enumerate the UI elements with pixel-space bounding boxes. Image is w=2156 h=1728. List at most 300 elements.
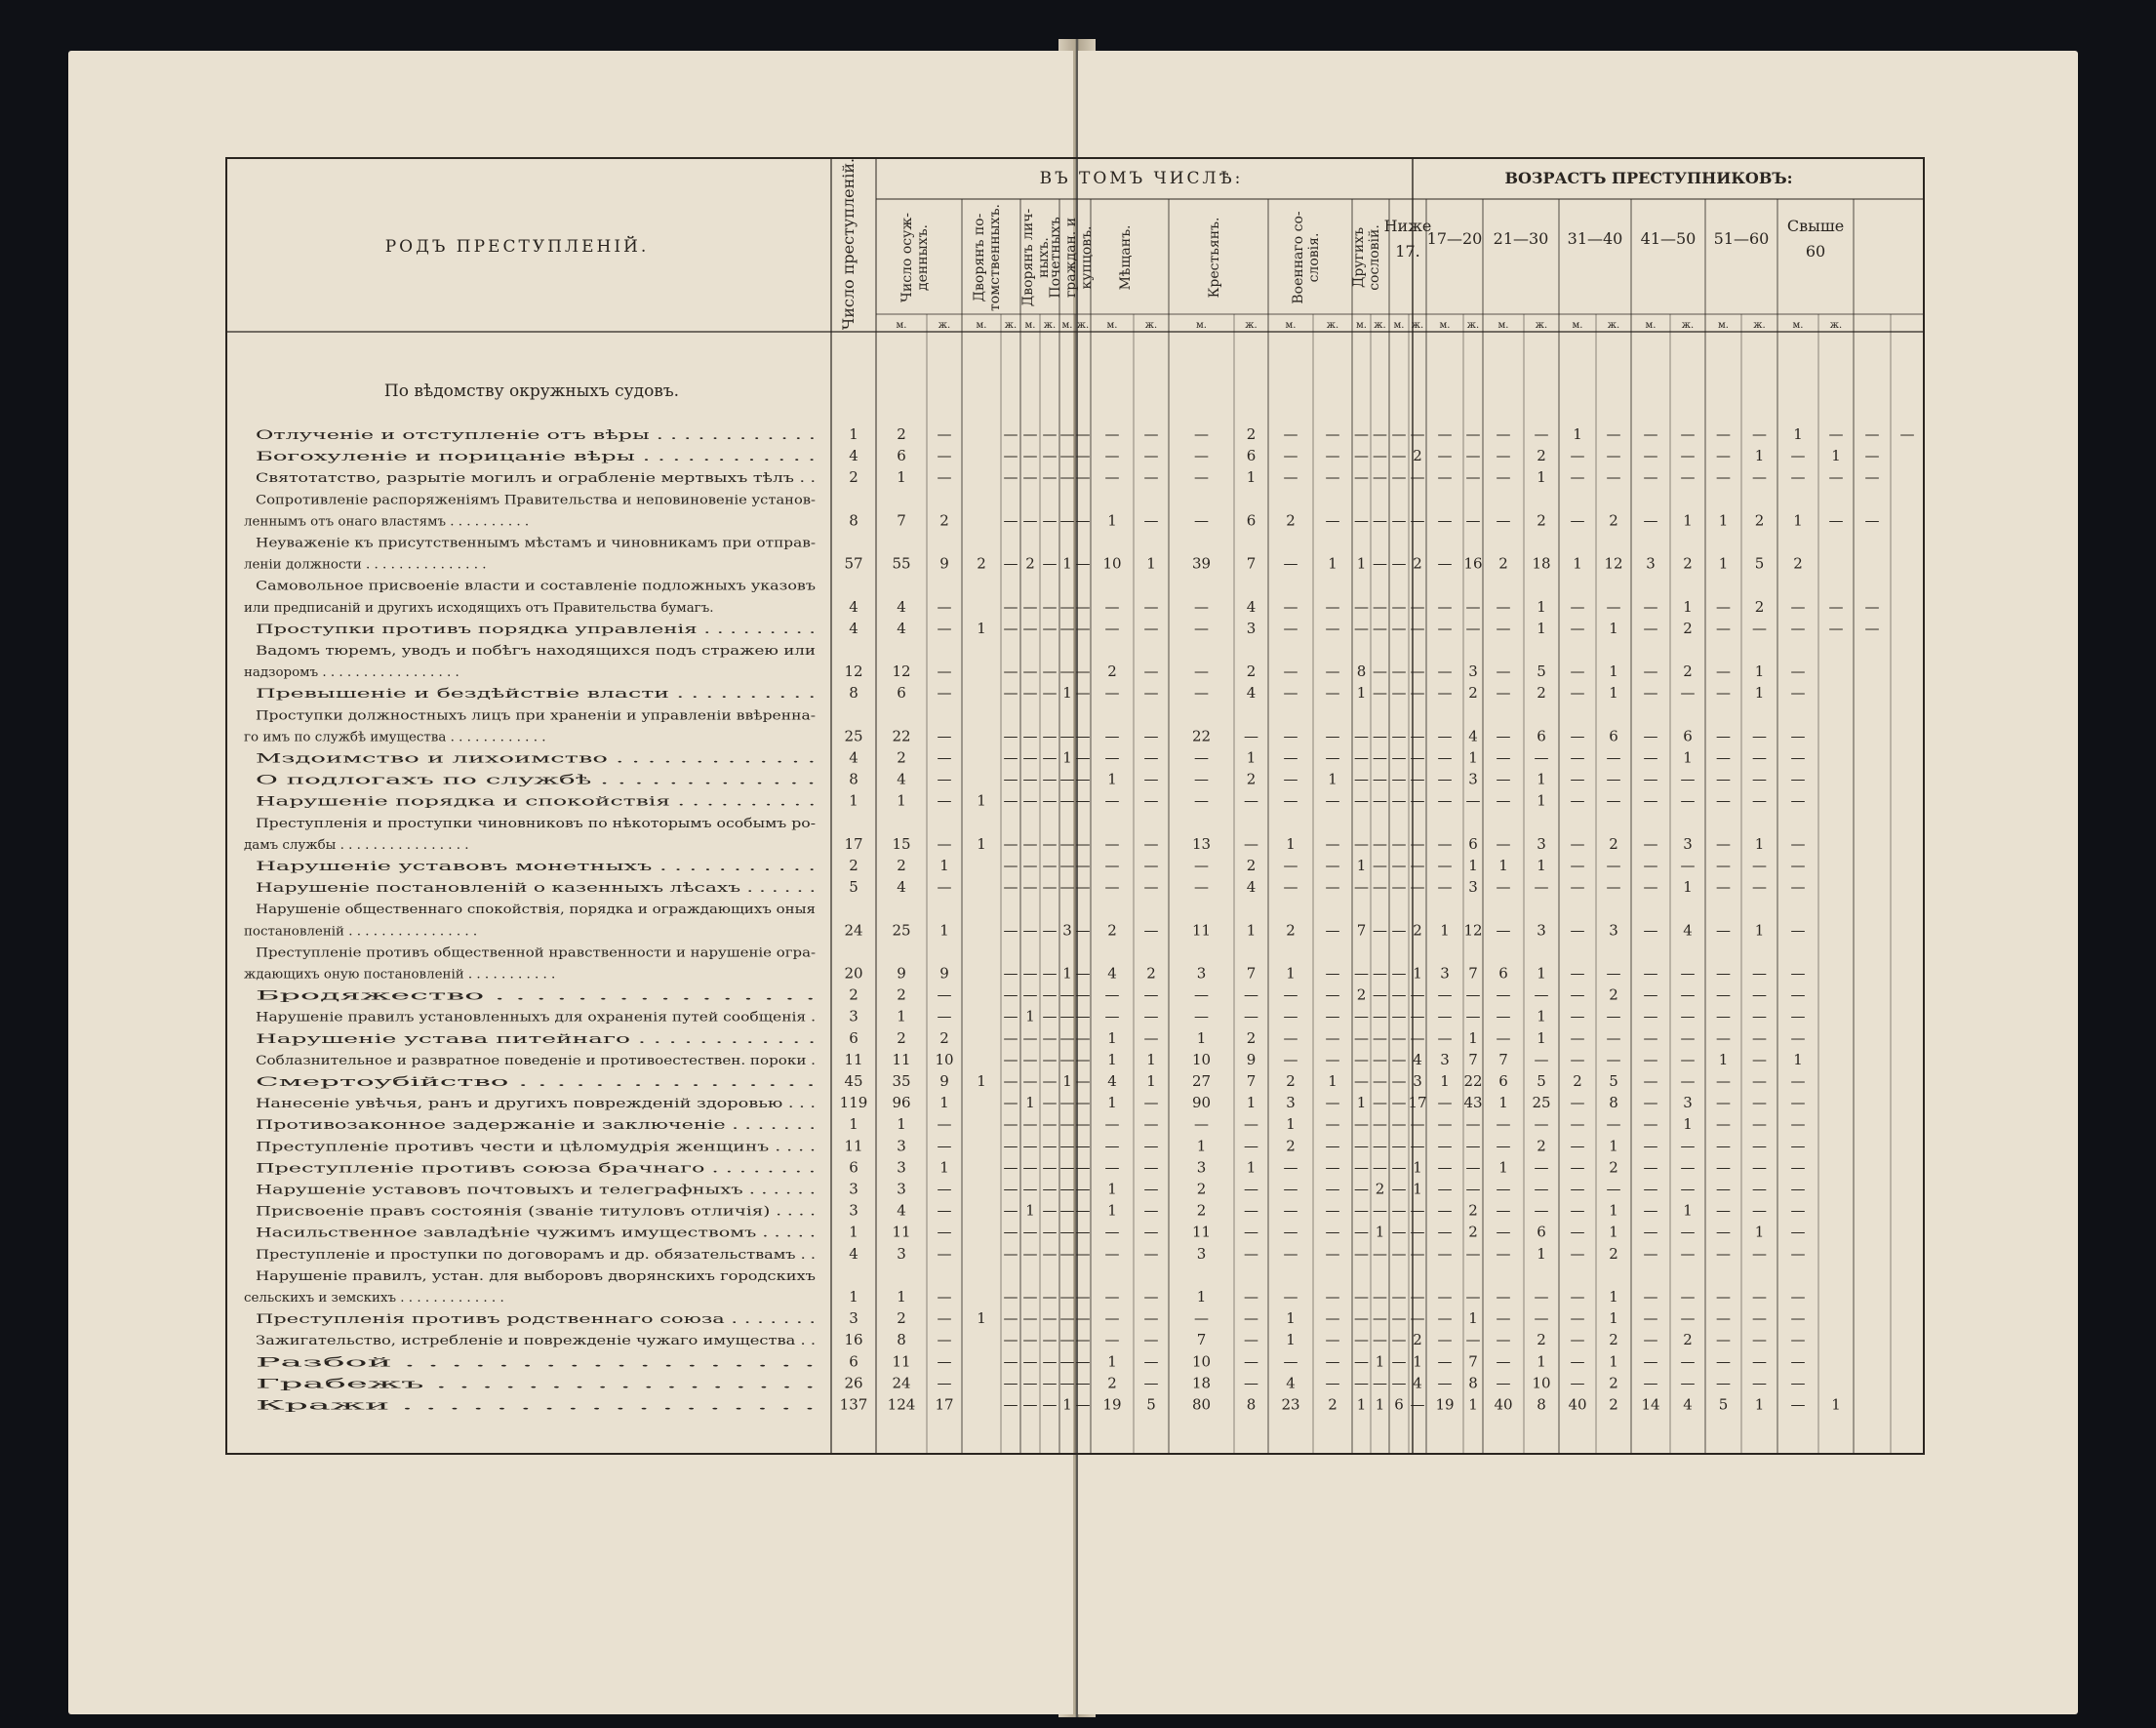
table-cell: 1 — [1356, 857, 1367, 874]
table-cell: — — [1373, 985, 1387, 1004]
table-cell: — — [1075, 857, 1091, 874]
table-cell: — — [1075, 1028, 1091, 1047]
table-cell: 4 — [849, 748, 858, 767]
table-cell: 3 — [1468, 663, 1478, 681]
table-cell: — — [1864, 425, 1880, 443]
table-cell: — — [1391, 1115, 1407, 1134]
table-cell: — — [1752, 1374, 1767, 1392]
table-row — [256, 1245, 1806, 1263]
table-cell: — — [1465, 468, 1481, 487]
table-cell: 2 — [1537, 1137, 1546, 1155]
table-cell: — — [1283, 791, 1298, 810]
table-cell: 2 — [1609, 1331, 1618, 1349]
table-cell: — — [1534, 1158, 1549, 1177]
table-cell: — — [1373, 964, 1387, 983]
table-cell: — — [1003, 1007, 1018, 1025]
table-cell: — — [1790, 1374, 1806, 1392]
table-cell: — — [1244, 1115, 1258, 1134]
table-cell: 1 — [1793, 425, 1803, 443]
subhead-zh: ж. — [1245, 320, 1258, 331]
table-cell: — — [1194, 511, 1209, 530]
table-cell: — — [1606, 878, 1621, 897]
table-cell: 2 — [1413, 447, 1422, 465]
table-cell: — — [1680, 1223, 1696, 1241]
table-row — [244, 644, 1806, 680]
table-cell: — — [1244, 791, 1258, 810]
table-cell: 2 — [1609, 1395, 1618, 1414]
table-cell: — — [1790, 1158, 1806, 1177]
table-cell: — — [1496, 1331, 1511, 1349]
table-cell: — — [1391, 878, 1407, 897]
table-cell: — — [1244, 1180, 1258, 1198]
table-row — [256, 986, 1806, 1004]
table-cell: — — [1003, 468, 1018, 487]
table-cell: 1 — [897, 1115, 906, 1134]
table-row — [244, 945, 1806, 982]
table-cell: 2 — [1413, 554, 1422, 573]
table-cell: — — [1864, 447, 1880, 465]
table-cell: — — [1075, 597, 1091, 616]
table-cell: — — [1283, 684, 1298, 703]
table-cell: — — [1391, 1288, 1407, 1306]
table-cell: — — [1042, 1072, 1058, 1090]
table-cell: 1 — [1683, 878, 1693, 897]
table-cell: 90 — [1191, 1094, 1212, 1112]
table-cell: — — [1003, 597, 1018, 616]
header-vozrast: ВОЗРАСТЪ ПРЕСТУПНИКОВЪ: — [1504, 169, 1793, 187]
table-cell: — — [1437, 748, 1453, 767]
table-cell: — — [1143, 1352, 1159, 1371]
table-cell: — — [1075, 1115, 1091, 1134]
table-cell: 2 — [1286, 511, 1296, 530]
table-cell: — — [1283, 619, 1298, 637]
table-cell: — — [1373, 770, 1387, 788]
table-cell: — — [937, 1352, 952, 1371]
table-cell: — — [1752, 1309, 1767, 1328]
table-cell: 1 — [1537, 1352, 1546, 1371]
table-cell: 1 — [849, 791, 858, 810]
table-cell: 2 — [1754, 511, 1765, 530]
table-cell: 3 — [1440, 964, 1450, 983]
table-cell: — — [1003, 1158, 1018, 1177]
table-cell: 8 — [1609, 1094, 1618, 1112]
table-cell: — — [1716, 1244, 1731, 1263]
table-cell: — — [937, 1180, 952, 1198]
table-cell: — — [1325, 1309, 1340, 1328]
table-cell: — — [1716, 770, 1731, 788]
table-cell: 1 — [1683, 748, 1693, 767]
table-row — [256, 749, 1806, 767]
table-cell: — — [1104, 1007, 1120, 1025]
table-cell: 1 — [897, 468, 906, 487]
table-cell: — — [1465, 619, 1481, 637]
table-cell: — — [1570, 619, 1585, 637]
table-cell: — — [1790, 727, 1806, 745]
table-cell: — — [1437, 511, 1453, 530]
table-cell: — — [1391, 857, 1407, 874]
table-cell: 3 — [1646, 554, 1656, 573]
table-cell: 8 — [1246, 1395, 1257, 1414]
table-cell: — — [1391, 684, 1407, 703]
table-cell: 1 — [1754, 921, 1765, 940]
table-cell: 1 — [1468, 1309, 1478, 1328]
table-cell: — — [1570, 770, 1585, 788]
table-cell: — — [937, 1309, 952, 1328]
table-cell: — — [1752, 1244, 1767, 1263]
table-cell: — — [1790, 1352, 1806, 1371]
row-label: Разбой . . . . . . . . . . . . . . . . . . — [256, 1355, 816, 1371]
table-cell: — — [1104, 1331, 1120, 1349]
subhead-zh: ж. — [1076, 320, 1090, 331]
table-cell: 1 — [1286, 1309, 1296, 1328]
table-cell: — — [1373, 425, 1387, 443]
table-cell: — — [1391, 1201, 1407, 1220]
table-cell: — — [1496, 1201, 1511, 1220]
row-label: сельскихъ и земскихъ . . . . . . . . . . . . . — [244, 1291, 504, 1306]
table-row — [256, 425, 1915, 443]
table-cell: — — [1003, 1180, 1018, 1198]
table-cell: — — [1410, 748, 1425, 767]
table-cell: — — [1059, 663, 1075, 681]
table-cell: — — [1752, 727, 1767, 745]
table-cell: — — [1391, 1352, 1407, 1371]
table-cell: 15 — [892, 834, 911, 853]
table-cell: 3 — [897, 1137, 906, 1155]
table-cell: — — [1244, 1223, 1258, 1241]
table-cell: 24 — [892, 1374, 911, 1392]
table-cell: 6 — [1468, 834, 1478, 853]
table-cell: 1 — [1754, 447, 1765, 465]
table-cell: 1 — [1468, 1028, 1478, 1047]
table-cell: — — [1003, 425, 1018, 443]
table-cell: 9 — [939, 1072, 949, 1090]
table-cell: — — [937, 597, 952, 616]
table-cell: — — [1059, 447, 1075, 465]
table-cell: 1 — [1573, 425, 1582, 443]
row-label: Нарушеніе уставовъ почтовыхъ и телеграфныхъ . . . . . . — [256, 1183, 816, 1198]
table-cell: — — [1437, 857, 1453, 874]
table-cell: — — [1194, 748, 1209, 767]
table-cell: — — [1042, 468, 1058, 487]
table-cell: — — [1059, 1115, 1075, 1134]
table-cell: — — [1283, 554, 1298, 573]
table-cell: 9 — [1246, 1050, 1257, 1068]
table-cell: — — [1283, 1028, 1298, 1047]
table-cell: 1 — [1683, 1201, 1693, 1220]
table-cell: — — [1570, 748, 1585, 767]
table-cell: — — [1391, 770, 1407, 788]
table-cell: — — [1391, 964, 1407, 983]
table-cell: — — [1534, 1288, 1549, 1306]
table-cell: 22 — [1191, 727, 1212, 745]
table-cell: 1 — [1537, 597, 1546, 616]
table-cell: — — [1354, 1331, 1369, 1349]
table-cell: 1 — [897, 1288, 906, 1306]
table-cell: — — [1716, 1201, 1731, 1220]
table-cell: 2 — [1754, 597, 1765, 616]
table-cell: — — [1716, 1072, 1731, 1090]
table-cell: 3 — [897, 1244, 906, 1263]
table-cell: — — [1283, 985, 1298, 1004]
table-cell: — — [1606, 447, 1621, 465]
table-cell: — — [1354, 1244, 1369, 1263]
table-cell: — — [1790, 1028, 1806, 1047]
table-cell: — — [1465, 425, 1481, 443]
subhead-zh: ж. — [1829, 320, 1843, 331]
table-row — [256, 878, 1806, 896]
table-cell: — — [1022, 684, 1038, 703]
table-cell: 7 — [1356, 921, 1367, 940]
table-cell: — — [1410, 878, 1425, 897]
table-cell: — — [1496, 619, 1511, 637]
table-cell: — — [1752, 1028, 1767, 1047]
subhead-m: м. — [1285, 320, 1297, 331]
subhead-m: м. — [1718, 320, 1729, 331]
table-cell: — — [1643, 684, 1658, 703]
table-cell: 4 — [897, 770, 906, 788]
table-cell: — — [1752, 1158, 1767, 1177]
table-cell: — — [937, 985, 952, 1004]
table-cell: — — [1643, 1115, 1658, 1134]
table-cell: 1 — [1537, 791, 1546, 810]
table-cell: — — [1003, 1050, 1018, 1068]
table-cell: — — [1716, 1158, 1731, 1177]
table-cell: 1 — [1062, 684, 1072, 703]
table-cell: — — [1496, 791, 1511, 810]
table-cell: 2 — [897, 1028, 906, 1047]
table-cell: 1 — [1146, 554, 1156, 573]
row-label: Нарушеніе общественнаго спокойствія, порядка и ограждающихъ оныя — [256, 903, 816, 918]
table-cell: — — [1003, 1137, 1018, 1155]
table-cell: — — [1570, 447, 1585, 465]
table-cell: 1 — [1537, 468, 1546, 487]
table-cell: 1 — [1793, 511, 1803, 530]
table-cell: — — [1325, 1180, 1340, 1198]
table-cell: — — [1752, 425, 1767, 443]
table-cell: — — [1643, 878, 1658, 897]
table-cell: — — [1790, 1094, 1806, 1112]
row-label: леніи должности . . . . . . . . . . . . . . . — [244, 557, 487, 573]
subhead-zh: ж. — [1326, 320, 1339, 331]
row-label: Нарушеніе порядка и спокойствія . . . . . . . . . . — [256, 794, 816, 810]
table-cell: 4 — [1286, 1374, 1296, 1392]
table-cell: — — [1022, 834, 1038, 853]
table-cell: — — [1790, 1137, 1806, 1155]
table-cell: — — [1437, 985, 1453, 1004]
table-cell: — — [1790, 1395, 1806, 1414]
table-cell: — — [1373, 468, 1387, 487]
table-cell: — — [1606, 1115, 1621, 1134]
table-cell: 3 — [1286, 1094, 1296, 1112]
table-cell: — — [1042, 1180, 1058, 1198]
table-cell: 5 — [1537, 663, 1546, 681]
table-cell: — — [1864, 468, 1880, 487]
table-cell: — — [1354, 1158, 1369, 1177]
table-cell: 2 — [849, 468, 858, 487]
table-cell: 1 — [977, 791, 986, 810]
table-cell: — — [937, 1244, 952, 1263]
table-cell: — — [1003, 791, 1018, 810]
table-cell: — — [1716, 921, 1731, 940]
table-cell: 2 — [1609, 511, 1618, 530]
row-label: Преступленіе и проступки по договорамъ и др. обязательствамъ . . — [256, 1247, 816, 1263]
table-cell: — — [1680, 1007, 1696, 1025]
table-cell: — — [1716, 597, 1731, 616]
table-cell: — — [1143, 447, 1159, 465]
table-cell: — — [1570, 468, 1585, 487]
table-cell: 27 — [1191, 1072, 1212, 1090]
table-cell: 12 — [1604, 554, 1623, 573]
table-cell: 16 — [1463, 554, 1483, 573]
table-cell: — — [1104, 1137, 1120, 1155]
table-cell: 2 — [897, 1309, 906, 1328]
table-cell: — — [1716, 1137, 1731, 1155]
table-cell: — — [1437, 1180, 1453, 1198]
table-cell: — — [1022, 878, 1038, 897]
table-cell: 7 — [1246, 1072, 1257, 1090]
table-cell: — — [1143, 1223, 1159, 1241]
table-cell: — — [1790, 857, 1806, 874]
table-cell: — — [1391, 985, 1407, 1004]
table-cell: 6 — [1498, 1072, 1508, 1090]
table-cell: — — [1104, 468, 1120, 487]
table-cell: — — [1437, 1331, 1453, 1349]
table-cell: — — [1790, 1309, 1806, 1328]
table-cell: — — [1075, 1180, 1091, 1198]
table-cell: — — [1410, 1007, 1425, 1025]
table-cell: — — [1752, 1137, 1767, 1155]
table-cell: — — [1606, 425, 1621, 443]
table-cell: — — [1104, 985, 1120, 1004]
table-cell: — — [1244, 727, 1258, 745]
col-header-a61 — [1787, 217, 1844, 331]
table-row — [256, 1181, 1806, 1198]
table-cell: — — [1143, 1374, 1159, 1392]
table-cell: — — [1283, 468, 1298, 487]
table-cell: 2 — [1025, 554, 1035, 573]
table-cell: — — [1716, 1352, 1731, 1371]
table-cell: 1 — [939, 1158, 949, 1177]
table-cell: 40 — [1568, 1395, 1587, 1414]
table-cell: — — [937, 468, 952, 487]
table-cell: — — [1059, 1028, 1075, 1047]
row-label: О подлогахъ по службѣ . . . . . . . . . . . . . — [256, 773, 816, 788]
table-cell: — — [1325, 1158, 1340, 1177]
table-cell: — — [1003, 921, 1018, 940]
table-cell: — — [1410, 425, 1425, 443]
table-cell: 2 — [1683, 554, 1693, 573]
table-cell: 6 — [1246, 511, 1257, 530]
table-cell: — — [1042, 1094, 1058, 1112]
table-cell: — — [1716, 425, 1731, 443]
table-cell: — — [1283, 1201, 1298, 1220]
table-cell: — — [1003, 964, 1018, 983]
table-cell: 1 — [1573, 554, 1582, 573]
row-label: го имъ по службѣ имущества . . . . . . . . . . . . — [244, 730, 546, 745]
table-cell: — — [1022, 1244, 1038, 1263]
table-cell: — — [1410, 985, 1425, 1004]
table-cell: — — [1003, 1352, 1018, 1371]
table-cell: — — [937, 791, 952, 810]
row-label: Вадомъ тюремъ, уводъ и побѣгъ находящихся подъ стражею или — [256, 644, 817, 659]
table-cell: 1 — [977, 619, 986, 637]
table-cell: — — [1716, 878, 1731, 897]
table-cell: — — [1373, 663, 1387, 681]
table-cell: — — [1325, 1115, 1340, 1134]
table-cell: — — [1354, 468, 1369, 487]
table-cell: — — [1373, 1244, 1387, 1263]
table-cell: 2 — [1537, 1331, 1546, 1349]
table-cell: — — [1391, 597, 1407, 616]
table-cell: — — [1003, 1072, 1018, 1090]
table-cell: — — [1104, 791, 1120, 810]
table-cell: — — [1104, 1244, 1120, 1263]
table-cell: 4 — [1107, 964, 1117, 983]
table-cell: 1 — [1609, 1309, 1618, 1328]
table-row — [244, 708, 1806, 744]
subhead-zh: ж. — [1004, 320, 1018, 331]
table-cell: — — [937, 1137, 952, 1155]
table-cell: 1 — [939, 857, 949, 874]
table-cell: 1 — [1413, 1180, 1422, 1198]
table-cell: — — [1437, 425, 1453, 443]
table-cell: 2 — [1196, 1201, 1207, 1220]
table-cell: — — [1410, 684, 1425, 703]
table-cell: — — [1643, 1223, 1658, 1241]
row-label: Богохуленіе и порицаніе вѣры . . . . . . . . . . . . — [256, 450, 816, 465]
row-label: Проступки должностныхъ лицъ при храненіи и управленіи ввѣренна- — [256, 708, 816, 724]
table-cell: 22 — [892, 727, 911, 745]
table-cell: — — [1410, 1244, 1425, 1263]
table-cell: 1 — [1683, 511, 1693, 530]
table-cell: — — [1244, 1288, 1258, 1306]
table-cell: — — [1643, 921, 1658, 940]
table-cell: 2 — [939, 511, 949, 530]
table-cell: — — [1325, 1050, 1340, 1068]
table-cell: — — [1022, 1223, 1038, 1241]
table-cell: — — [1373, 1201, 1387, 1220]
table-cell: 9 — [939, 554, 949, 573]
table-cell: — — [1022, 857, 1038, 874]
table-cell: 1 — [1328, 1072, 1338, 1090]
table-cell: — — [1752, 964, 1767, 983]
table-cell: 2 — [1609, 834, 1618, 853]
table-cell: 1 — [1537, 619, 1546, 637]
table-cell: — — [1143, 834, 1159, 853]
table-cell: — — [1643, 727, 1658, 745]
table-cell: — — [937, 1374, 952, 1392]
table-cell: — — [1410, 770, 1425, 788]
table-cell: — — [1075, 770, 1091, 788]
table-cell: 1 — [1286, 964, 1296, 983]
table-cell: 18 — [1532, 554, 1551, 573]
table-cell: — — [1643, 985, 1658, 1004]
table-cell: — — [1643, 857, 1658, 874]
table-row — [256, 1051, 1803, 1068]
table-cell: — — [1570, 511, 1585, 530]
table-row — [256, 771, 1806, 788]
table-cell: 12 — [844, 663, 863, 681]
table-cell: — — [1325, 1223, 1340, 1241]
table-cell: — — [1059, 1007, 1075, 1025]
col-header-voen — [1286, 211, 1339, 331]
table-cell: — — [1410, 663, 1425, 681]
table-cell: — — [1003, 1201, 1018, 1220]
table-cell: 6 — [849, 1158, 858, 1177]
table-cell: 3 — [1413, 1072, 1422, 1090]
table-cell: — — [1716, 1115, 1731, 1134]
table-cell: 1 — [1609, 1223, 1618, 1241]
